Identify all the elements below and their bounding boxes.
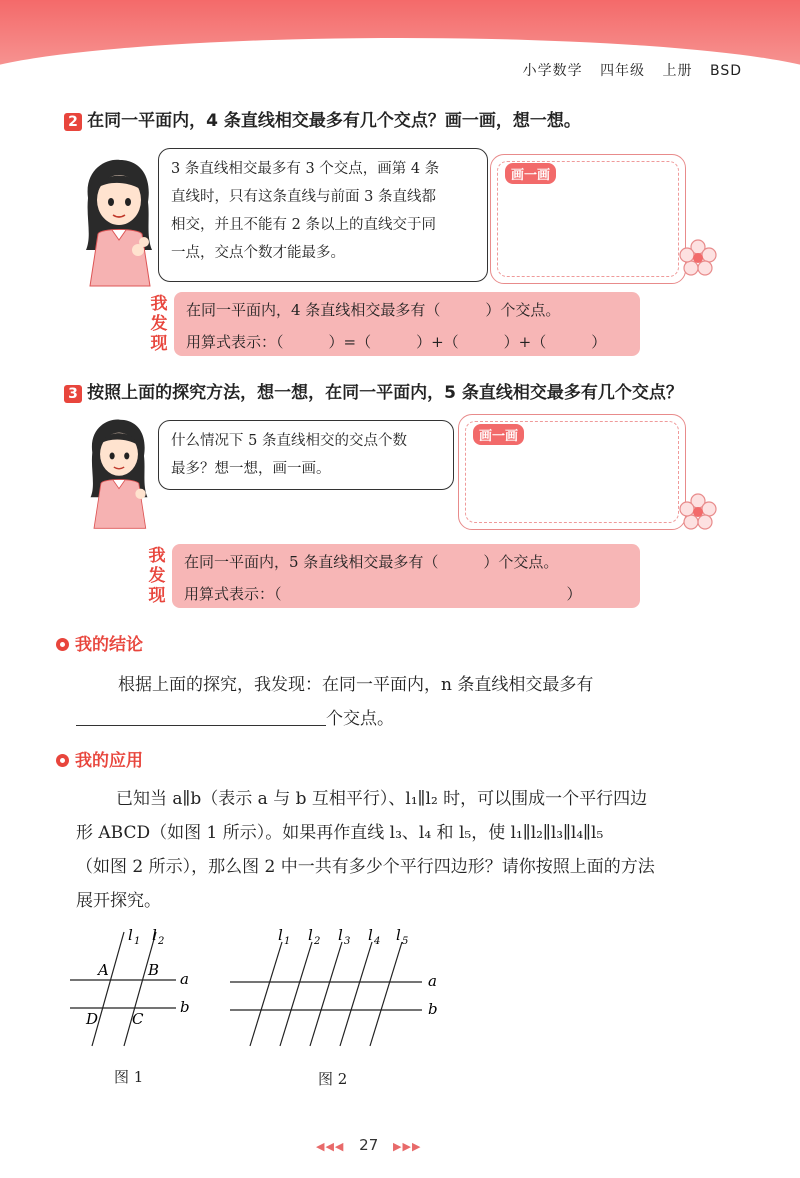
discovery-line-2-q3[interactable]: 用算式表示：（ ） (184, 585, 582, 603)
header-subject: 小学数学 (522, 63, 583, 79)
figure-1-caption: 图 1 (114, 1068, 144, 1086)
figure-1-diagram (66, 920, 206, 1050)
svg-text:5: 5 (402, 936, 409, 947)
discovery-line-1-q3[interactable]: 在同一平面内，5 条直线相交最多有（ ）个交点。 (184, 553, 559, 571)
right-arrows-icon: ▶▶▶ (393, 1140, 422, 1153)
flower-icon (678, 238, 718, 278)
fig2-line-label-2 (308, 926, 320, 947)
application-line: 展开探究。 (76, 891, 161, 911)
hint-line: 直线时，只有这条直线与前面 3 条直线都 (171, 189, 436, 205)
question-2 (64, 106, 581, 131)
svg-text:2: 2 (314, 936, 321, 947)
draw-tag-q2: 画一画 (505, 163, 556, 184)
header-curve (0, 38, 800, 158)
conclusion-heading: 我的结论 (56, 630, 143, 655)
hint-line: 最多？想一想，画一画。 (171, 461, 331, 477)
label-l2-sub: 2 (158, 936, 165, 947)
question-3 (64, 378, 683, 403)
label-l1-sub: 1 (134, 936, 141, 947)
conclusion-line-2: 个交点。 (76, 702, 394, 736)
header-edition: BSD (709, 63, 742, 79)
svg-text:4: 4 (374, 936, 381, 947)
fig2-line-label-3 (338, 926, 350, 947)
header-info (511, 60, 742, 80)
flower-icon (678, 492, 718, 532)
svg-text:l: l (278, 926, 283, 944)
application-text (76, 782, 736, 918)
conclusion-line-1: 根据上面的探究，我发现：在同一平面内，n 条直线相交最多有 (118, 675, 594, 695)
girl-illustration-icon (78, 158, 160, 288)
label-D: D (86, 1010, 99, 1028)
question-3-text: 按照上面的探究方法，想一想，在同一平面内，5 条直线相交最多有几个交点？ (87, 383, 683, 403)
application-line: 已知当 a∥b（表示 a 与 b 互相平行）、l₁∥l₂ 时，可以围成一个平行四边 (116, 789, 648, 809)
fig2-label-b: b (428, 1000, 438, 1018)
svg-text:l: l (368, 926, 373, 944)
figure-2-caption: 图 2 (318, 1070, 348, 1088)
application-line: （如图 2 所示），那么图 2 中一共有多少个平行四边形？请你按照上面的方法 (76, 857, 655, 877)
label-l1: l (128, 926, 133, 944)
svg-text:3: 3 (344, 936, 351, 947)
header-volume: 上册 (662, 63, 693, 79)
discovery-label-q2: 我 发 现 (150, 294, 168, 354)
label-A: A (98, 961, 109, 979)
discovery-label-q3: 我 发 现 (148, 546, 166, 606)
header-grade: 四年级 (600, 63, 646, 79)
hint-line: 3 条直线相交最多有 3 个交点，画第 4 条 (171, 161, 440, 177)
target-icon (56, 754, 69, 767)
fig2-line-label-4 (368, 926, 380, 947)
label-C: C (132, 1010, 144, 1028)
application-heading: 我的应用 (56, 746, 143, 771)
label-B: B (148, 961, 160, 979)
hint-line: 什么情况下 5 条直线相交的交点个数 (171, 433, 407, 449)
draw-tag-q3: 画一画 (473, 424, 524, 445)
application-line: 形 ABCD（如图 1 所示）。如果再作直线 l₃、l₄ 和 l₅，使 l₁∥l₂∥l₃∥l₄∥l₅ (76, 823, 604, 843)
question-3-number: 3 (64, 385, 82, 403)
page-footer (316, 1136, 421, 1154)
discovery-line-2-q2[interactable]: 用算式表示：（ ）=（ ）+（ ）+（ ） (186, 333, 607, 351)
question-2-number: 2 (64, 113, 82, 131)
hint-line: 相交，并且不能有 2 条以上的直线交于同 (171, 217, 436, 233)
figure-2-diagram (226, 920, 456, 1050)
fig2-line-label-1 (278, 926, 290, 947)
label-b: b (180, 998, 190, 1016)
answer-blank[interactable] (76, 707, 326, 726)
discovery-line-1-q2[interactable]: 在同一平面内，4 条直线相交最多有（ ）个交点。 (186, 301, 561, 319)
target-icon (56, 638, 69, 651)
hint-bubble-q2 (158, 148, 488, 282)
left-arrows-icon: ◀◀◀ (316, 1140, 345, 1153)
label-a: a (180, 970, 189, 988)
page-number: 27 (359, 1136, 379, 1154)
question-2-text: 在同一平面内，4 条直线相交最多有几个交点？画一画，想一想。 (87, 111, 581, 131)
label-l2: l (152, 926, 157, 944)
fig2-line-label-5 (396, 926, 408, 947)
svg-text:1: 1 (284, 936, 291, 947)
svg-text:l: l (308, 926, 313, 944)
hint-bubble-q3 (158, 420, 454, 490)
svg-text:l: l (338, 926, 343, 944)
girl-illustration-icon (78, 418, 160, 530)
hint-line: 一点，交点个数才能最多。 (171, 245, 345, 261)
fig2-label-a: a (428, 972, 437, 990)
svg-text:l: l (396, 926, 401, 944)
